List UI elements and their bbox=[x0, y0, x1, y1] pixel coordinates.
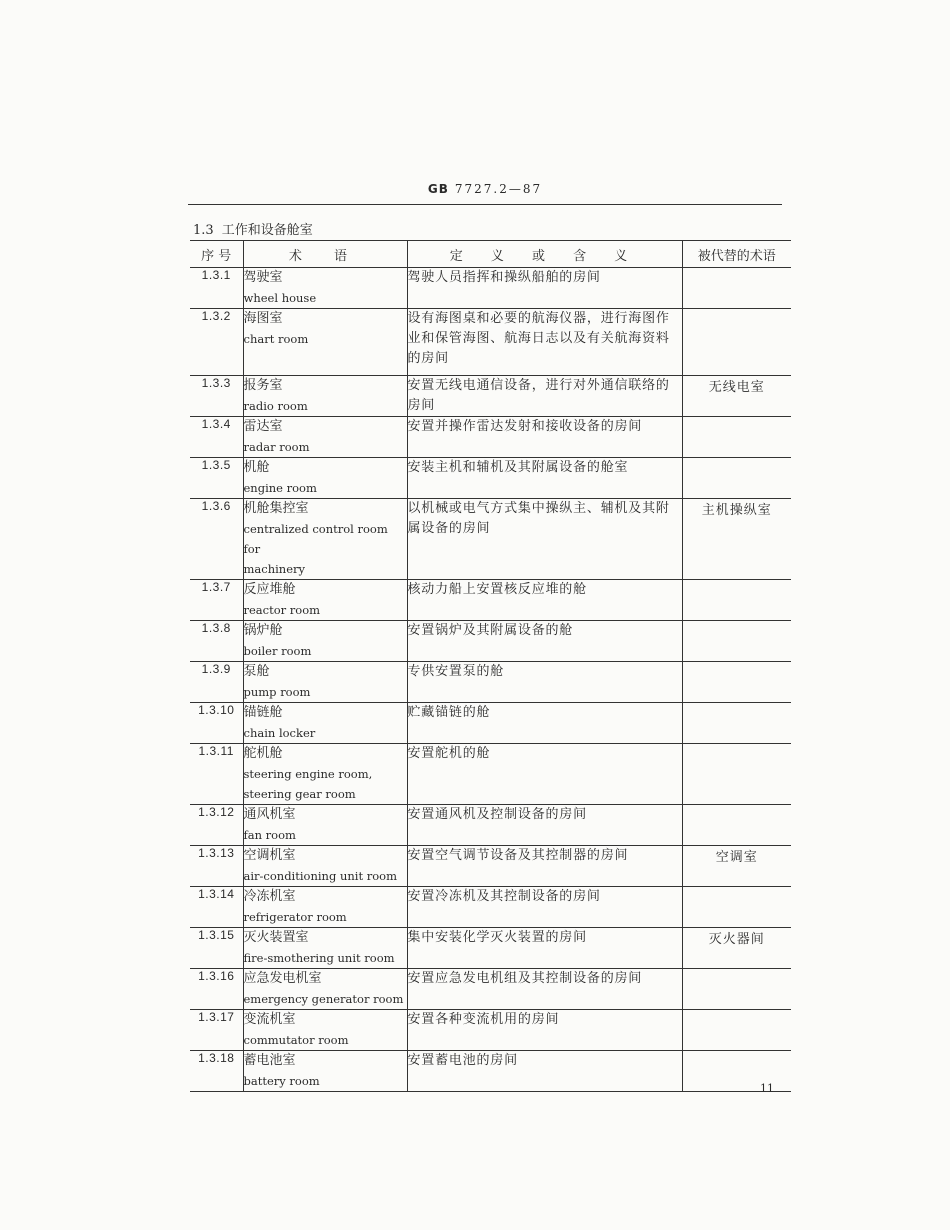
term-number: 1.3.1 bbox=[190, 268, 243, 309]
term-chinese: 锅炉舱 bbox=[243, 623, 283, 638]
term-chinese: 雷达室 bbox=[243, 419, 283, 434]
term-chinese: 蓄电池室 bbox=[243, 1053, 296, 1068]
term-chinese: 通风机室 bbox=[243, 807, 296, 822]
term-english: boiler room bbox=[243, 644, 312, 658]
column-header-term: 术 语 bbox=[243, 241, 407, 268]
term-english: air-conditioning unit room bbox=[243, 869, 397, 883]
term-chinese: 锚链舱 bbox=[243, 705, 283, 720]
term-definition: 安置锅炉及其附属设备的舱 bbox=[407, 621, 682, 662]
term-english: fire-smothering unit room bbox=[243, 951, 395, 965]
term-english: reactor room bbox=[243, 603, 321, 617]
term-cell bbox=[243, 621, 407, 662]
term-chinese: 空调机室 bbox=[243, 848, 296, 863]
term-definition: 安置空气调节设备及其控制器的房间 bbox=[407, 846, 682, 887]
replaced-term: 空调室 bbox=[682, 846, 791, 887]
table-row bbox=[190, 1051, 791, 1092]
term-number: 1.3.3 bbox=[190, 376, 243, 417]
term-english: refrigerator room bbox=[243, 910, 347, 924]
term-number: 1.3.13 bbox=[190, 846, 243, 887]
term-definition: 设有海图桌和必要的航海仪器，进行海图作业和保管海图、航海日志以及有关航海资料的房间 bbox=[407, 309, 682, 376]
term-english: pump room bbox=[243, 685, 311, 699]
term-number: 1.3.8 bbox=[190, 621, 243, 662]
replaced-term bbox=[682, 417, 791, 458]
table-row bbox=[190, 969, 791, 1010]
term-cell bbox=[243, 703, 407, 744]
table-row bbox=[190, 621, 791, 662]
term-definition: 安置通风机及控制设备的房间 bbox=[407, 805, 682, 846]
term-english: emergency generator room bbox=[243, 992, 404, 1006]
term-english: steering engine room, bbox=[243, 767, 373, 781]
page-number: 11 bbox=[760, 1082, 774, 1095]
term-definition: 安置舵机的舱 bbox=[407, 744, 682, 805]
term-cell bbox=[243, 846, 407, 887]
term-chinese: 驾驶室 bbox=[243, 270, 283, 285]
term-definition: 安置各种变流机用的房间 bbox=[407, 1010, 682, 1051]
table-row bbox=[190, 458, 791, 499]
term-english: machinery bbox=[243, 562, 305, 576]
term-english: fan room bbox=[243, 828, 296, 842]
term-chinese: 反应堆舱 bbox=[243, 582, 296, 597]
term-cell bbox=[243, 499, 407, 580]
replaced-term bbox=[682, 805, 791, 846]
term-definition: 安置并操作雷达发射和接收设备的房间 bbox=[407, 417, 682, 458]
term-number: 1.3.11 bbox=[190, 744, 243, 805]
replaced-term bbox=[682, 621, 791, 662]
terms-table bbox=[190, 240, 791, 1092]
replaced-term bbox=[682, 744, 791, 805]
term-definition: 安装主机和辅机及其附属设备的舱室 bbox=[407, 458, 682, 499]
table-row bbox=[190, 268, 791, 309]
replaced-term bbox=[682, 268, 791, 309]
table-row bbox=[190, 846, 791, 887]
term-definition: 以机械或电气方式集中操纵主、辅机及其附属设备的房间 bbox=[407, 499, 682, 580]
term-cell bbox=[243, 580, 407, 621]
term-definition: 驾驶人员指挥和操纵船舶的房间 bbox=[407, 268, 682, 309]
term-english: chain locker bbox=[243, 726, 316, 740]
term-cell bbox=[243, 1051, 407, 1092]
table-row bbox=[190, 805, 791, 846]
term-definition: 安置冷冻机及其控制设备的房间 bbox=[407, 887, 682, 928]
table-row bbox=[190, 309, 791, 376]
term-chinese: 机舱 bbox=[243, 460, 270, 475]
term-number: 1.3.15 bbox=[190, 928, 243, 969]
replaced-term bbox=[682, 309, 791, 376]
header-divider bbox=[188, 204, 782, 205]
term-english: commutator room bbox=[243, 1033, 349, 1047]
term-cell bbox=[243, 805, 407, 846]
term-chinese: 海图室 bbox=[243, 311, 283, 326]
replaced-term bbox=[682, 580, 791, 621]
replaced-term: 主机操纵室 bbox=[682, 499, 791, 580]
replaced-term bbox=[682, 703, 791, 744]
term-number: 1.3.9 bbox=[190, 662, 243, 703]
term-chinese: 冷冻机室 bbox=[243, 889, 296, 904]
column-header-definition: 定 义 或 含 义 bbox=[407, 241, 682, 268]
term-definition: 核动力船上安置核反应堆的舱 bbox=[407, 580, 682, 621]
table-row bbox=[190, 662, 791, 703]
section-number: 1.3 bbox=[193, 223, 214, 238]
table-row bbox=[190, 928, 791, 969]
term-english: wheel house bbox=[243, 291, 317, 305]
term-number: 1.3.5 bbox=[190, 458, 243, 499]
term-number: 1.3.2 bbox=[190, 309, 243, 376]
table-row bbox=[190, 376, 791, 417]
term-chinese: 应急发电机室 bbox=[243, 971, 322, 986]
standard-code: 7727.2—87 bbox=[454, 182, 543, 196]
term-chinese: 机舱集控室 bbox=[243, 501, 309, 516]
term-number: 1.3.4 bbox=[190, 417, 243, 458]
term-number: 1.3.12 bbox=[190, 805, 243, 846]
term-english: radar room bbox=[243, 440, 310, 454]
replaced-term bbox=[682, 887, 791, 928]
table-row bbox=[190, 887, 791, 928]
replaced-term: 灭火器间 bbox=[682, 928, 791, 969]
term-cell bbox=[243, 969, 407, 1010]
table-row bbox=[190, 580, 791, 621]
replaced-term bbox=[682, 1010, 791, 1051]
term-definition: 安置无线电通信设备，进行对外通信联络的房间 bbox=[407, 376, 682, 417]
replaced-term bbox=[682, 662, 791, 703]
table-header-row bbox=[190, 241, 791, 268]
replaced-term bbox=[682, 969, 791, 1010]
term-cell bbox=[243, 744, 407, 805]
term-chinese: 报务室 bbox=[243, 378, 283, 393]
term-number: 1.3.10 bbox=[190, 703, 243, 744]
table-row bbox=[190, 1010, 791, 1051]
column-header-number: 序 号 bbox=[190, 241, 243, 268]
term-cell bbox=[243, 1010, 407, 1051]
term-cell bbox=[243, 417, 407, 458]
table-row bbox=[190, 703, 791, 744]
section-heading bbox=[193, 219, 313, 238]
term-cell bbox=[243, 662, 407, 703]
replaced-term bbox=[682, 458, 791, 499]
term-english: centralized control room for bbox=[243, 522, 388, 556]
term-english: engine room bbox=[243, 481, 317, 495]
term-chinese: 泵舱 bbox=[243, 664, 270, 679]
term-number: 1.3.16 bbox=[190, 969, 243, 1010]
term-number: 1.3.14 bbox=[190, 887, 243, 928]
term-number: 1.3.17 bbox=[190, 1010, 243, 1051]
replaced-term: 无线电室 bbox=[682, 376, 791, 417]
standard-prefix: GB bbox=[427, 182, 449, 196]
term-chinese: 变流机室 bbox=[243, 1012, 296, 1027]
term-cell bbox=[243, 458, 407, 499]
table-row bbox=[190, 499, 791, 580]
document-header bbox=[188, 182, 782, 196]
table-row bbox=[190, 417, 791, 458]
term-chinese: 舵机舱 bbox=[243, 746, 283, 761]
term-english: steering gear room bbox=[243, 787, 356, 801]
term-chinese: 灭火装置室 bbox=[243, 930, 309, 945]
term-english: radio room bbox=[243, 399, 308, 413]
term-definition: 安置应急发电机组及其控制设备的房间 bbox=[407, 969, 682, 1010]
term-number: 1.3.18 bbox=[190, 1051, 243, 1092]
term-definition: 专供安置泵的舱 bbox=[407, 662, 682, 703]
section-title: 工作和设备舱室 bbox=[221, 223, 313, 238]
term-cell bbox=[243, 928, 407, 969]
term-definition: 安置蓄电池的房间 bbox=[407, 1051, 682, 1092]
term-number: 1.3.7 bbox=[190, 580, 243, 621]
term-definition: 集中安装化学灭火装置的房间 bbox=[407, 928, 682, 969]
table-row bbox=[190, 744, 791, 805]
replaced-term bbox=[682, 1051, 791, 1092]
term-definition: 贮藏锚链的舱 bbox=[407, 703, 682, 744]
term-cell bbox=[243, 887, 407, 928]
term-cell bbox=[243, 268, 407, 309]
column-header-replaced-term: 被代替的术语 bbox=[682, 241, 791, 268]
term-english: battery room bbox=[243, 1074, 320, 1088]
term-english: chart room bbox=[243, 332, 309, 346]
term-cell bbox=[243, 309, 407, 376]
term-number: 1.3.6 bbox=[190, 499, 243, 580]
term-cell bbox=[243, 376, 407, 417]
